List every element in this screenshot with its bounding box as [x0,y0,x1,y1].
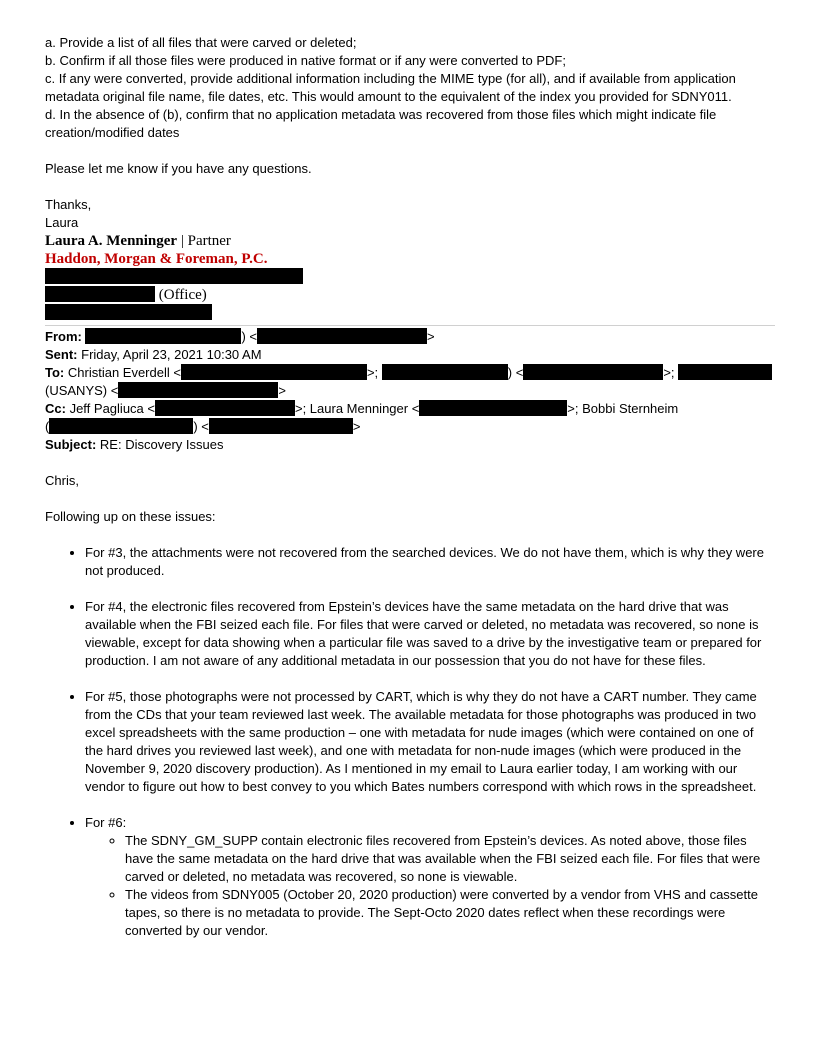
header-subject [45,436,775,454]
issue-item-5: • For #5, those photographs were not processed by CART, which is why they do not have a CART number. They came from the CDs that your team reviewed last week. The available metadata for those photographs was produced in two excel spreadsheets with the same production – one with metadata for nude images (which were contained on one of the hard drives you reviewed last week), and one with metadata for non-nude images (which were produced in the November 9, 2020 discovery production). As I mentioned in my email to Laura earlier today, I am working with our vendor to figure out how to best convey to you which Bates numbers correspond with which rows in the spreadsheet. [85,688,775,796]
signature-name-line [45,232,775,250]
redaction-box [85,328,241,344]
header-from [45,328,775,346]
email-document [45,34,775,940]
issue-item-6 [85,814,775,940]
to-label: To: [45,365,65,380]
header-sent [45,346,775,364]
sent-label: Sent: [45,347,78,362]
redaction-box [45,268,303,284]
redaction-box [45,286,155,302]
issue-item-6-label: For #6: [85,815,127,830]
redaction-box [181,364,367,380]
to-name: Christian Everdell < [67,365,181,380]
sub-item-videos: ◦ The videos from SDNY005 (October 20, 2020 production) were converted by a vendor from VHS and cassette tapes, so there is no metadata to provide. The Sept-Octo 2020 dates reflect when these recordings were converted by our vendor. [125,886,775,940]
signature-title: | Partner [180,233,231,249]
to-sep: ) < [507,365,524,380]
spacer [45,142,775,160]
redaction-box [678,364,772,380]
to-sep: >; [366,365,379,380]
redaction-box [45,304,212,320]
redaction-box [49,418,193,434]
subject-value: RE: Discovery Issues [99,437,224,452]
issue-6-sublist [85,832,775,940]
header-divider [45,325,775,326]
request-list [45,34,775,142]
closing-questions: Please let me know if you have any questions. [45,161,312,176]
header-cc [45,400,775,418]
redaction-box [118,382,278,398]
closing-thanks: Thanks, [45,197,92,212]
sent-value: Friday, April 23, 2021 10:30 AM [81,347,262,362]
header-to [45,364,775,382]
to-sep: >; [663,365,675,380]
from-label: From: [45,329,82,344]
email-header [45,328,775,454]
from-end: > [427,329,435,344]
signature-redacted-line [45,304,775,322]
to-line2-end: > [278,383,286,398]
email-greeting: Chris, [45,473,79,488]
subject-label: Subject: [45,437,97,452]
signature-name: Laura A. Menninger [45,233,178,249]
header-cc-line2 [45,418,775,436]
signature-firm: Haddon, Morgan & Foreman, P.C. [45,251,268,267]
cc-line2-start: ( [45,419,50,434]
sub-item-gm-supp: ◦ The SDNY_GM_SUPP contain electronic files recovered from Epstein’s devices. As noted above, those files have the same metadata on the hard drive that was available when the FBI seized each file. For files that were carved or deleted, no metadata was recovered, so none is viewable. [125,832,775,886]
spacer [45,454,775,472]
closing-name: Laura [45,215,79,230]
cc-sep: >; Laura Menninger < [294,401,420,416]
request-item-b: b. Confirm if all those files were produced in native format or if any were converted to PDF; [45,53,566,68]
signature-block [45,232,775,322]
spacer [45,526,775,544]
redaction-box [419,400,567,416]
signature-redacted-line [45,268,775,286]
request-item-d: d. In the absence of (b), confirm that no application metadata was recovered from those files which might indicate file creation/modified dates [45,107,717,140]
redaction-box [382,364,508,380]
request-item-c: c. If any were converted, provide additional information including the MIME type (for all), and if available from application metadata original file name, file dates, etc. This would amount to the equivalent of the index you provided for SDNY011. [45,71,736,104]
issue-item-3: • For #3, the attachments were not recovered from the searched devices. We do not have them, which is why they were not produced. [85,544,775,580]
cc-line2-mid: ) < [193,419,209,434]
header-to-line2 [45,382,775,400]
issue-item-4: • For #4, the electronic files recovered from Epstein’s devices have the same metadata on the hard drive that was available when the FBI seized each file. For files that were carved or deleted, no metadata was recovered, so none is viewable, except for data showing when a particular file was saved to a drive by the investigative team or prepared for production. I am not aware of any additional metadata in our possession that you do not have for these files. [85,598,775,670]
spacer [45,178,775,196]
redaction-box [523,364,663,380]
signature-office-line [45,286,775,304]
cc-name: Jeff Pagliuca < [69,401,155,416]
from-mid: ) < [241,329,258,344]
cc-line2-end: > [352,419,361,434]
to-line2-start: (USANYS) < [45,383,119,398]
issue-list [45,544,775,940]
email-intro: Following up on these issues: [45,509,216,524]
spacer [45,490,775,508]
redaction-box [155,400,295,416]
redaction-box [209,418,353,434]
cc-label: Cc: [45,401,66,416]
office-label: (Office) [158,287,207,303]
cc-sep: >; Bobbi Sternheim [567,401,679,416]
request-item-a: a. Provide a list of all files that were carved or deleted; [45,35,357,50]
redaction-box [257,328,427,344]
